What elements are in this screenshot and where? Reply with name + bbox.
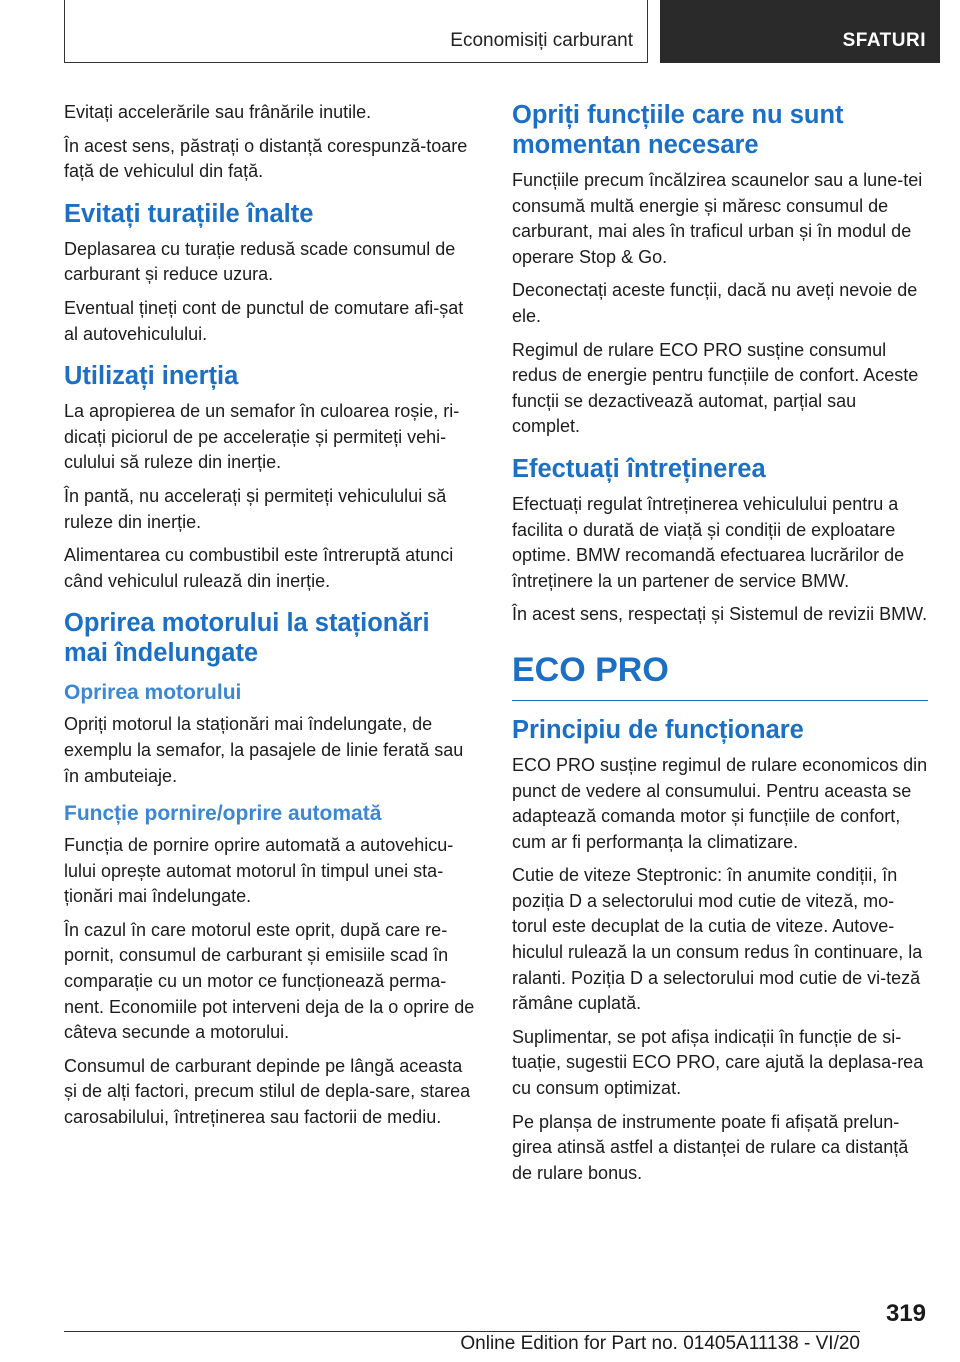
paragraph: Deconectați aceste funcții, dacă nu aveți nevoie de ele. xyxy=(512,280,918,326)
section-heading: Opriți funcțiile care nu sunt momentan necesare xyxy=(512,101,844,159)
section-heading: Oprirea motorului la staționări mai îndelungate xyxy=(64,609,430,668)
paragraph: La apropierea de un semafor în culoarea roșie, ri-dicați piciorul de pe accelerație și permiteți vehi-culului să ruleze din inerție. xyxy=(64,401,460,473)
subsection-heading: Funcție pornire/oprire automată xyxy=(64,802,382,826)
paragraph: În acest sens, respectați și Sistemul de revizii BMW. xyxy=(512,604,928,625)
left-column xyxy=(64,100,480,1139)
paragraph: Efectuați regulat întreținerea vehiculului pentru a facilita o durată de viață și condiții de exploatare optime. BMW recomandă efectuarea lucrărilor de întreținere la un partener de service BMW. xyxy=(512,493,905,591)
paragraph: Eventual țineți cont de punctul de comutare afi-șat al autovehiculului. xyxy=(64,297,464,344)
paragraph: În pantă, nu accelerați și permiteți vehiculului să ruleze din inerție. xyxy=(64,485,447,532)
header-chapter-label: SFATURI xyxy=(842,30,926,51)
subsection-heading: Oprirea motorului xyxy=(64,681,242,705)
paragraph: ECO PRO susține regimul de rulare economicos din punct de vedere al consumului. Pentru aceasta se adaptează comanda motor și funcțiile de confort, cum ar fi performanța la climatizare. xyxy=(512,754,928,852)
chapter-heading: ECO PRO xyxy=(512,650,928,701)
paragraph: Suplimentar, se pot afișa indicații în funcție de si-tuație, sugestii ECO PRO, care ajută la deplasa-rea cu consum optimizat. xyxy=(512,1026,924,1099)
header-chapter-tab xyxy=(660,0,940,63)
paragraph: Funcțiile precum încălzirea scaunelor sau a lune-tei consumă multă energie și măresc consumul de carburant, mai ales în traficul urban și în modul de operare Stop & Go. xyxy=(512,170,923,267)
paragraph: În cazul în care motorul este oprit, după care re-pornit, consumul de carburant și emisiile scad în comparație cu un motor ce funcționează perma-nent. Economiile pot interveni deja de la o oprire de câteva secunde a motorului. xyxy=(64,919,475,1043)
paragraph: Regimul de rulare ECO PRO susține consumul redus de energie pentru funcțiile de confort. Aceste funcții se dezactivează automat, parțial sau complet. xyxy=(512,339,919,437)
paragraph: Funcția de pornire oprire automată a autovehicu-lului oprește automat motorul în timpul unei sta-ționări mai îndelungate. xyxy=(64,835,454,907)
footer-edition: Online Edition for Part no. 01405A11138 - VI/20 xyxy=(460,1333,860,1354)
paragraph: Consumul de carburant depinde pe lângă aceasta și de alți factori, precum stilul de depla-sare, starea carosabilului, întreținerea sau factorii de mediu. xyxy=(64,1055,471,1128)
section-heading: Utilizați inerția xyxy=(64,362,239,391)
section-heading: Principiu de funcționare xyxy=(512,715,804,744)
footer-divider xyxy=(64,1331,860,1332)
paragraph: Evitați accelerările sau frânările inutile. xyxy=(64,102,372,122)
section-heading: Evitați turațiile înalte xyxy=(64,199,314,228)
header-section-box xyxy=(64,0,648,63)
paragraph: Pe planșa de instrumente poate fi afișată prelun-girea atinsă astfel a distanței de rulare ca distanță de rulare bonus. xyxy=(512,1111,909,1183)
page-number: 319 xyxy=(885,1300,926,1327)
paragraph: În acest sens, păstrați o distanță corespunză-toare față de vehiculul din față. xyxy=(64,135,468,182)
paragraph: Opriți motorul la staționări mai îndelungate, de exemplu la semafor, la pasajele de linie ferată sau în ambuteiaje. xyxy=(64,714,464,786)
paragraph: Cutie de viteze Steptronic: în anumite condiții, în poziția D a selectorului mod cutie de viteză, mo-torul este decuplat de la cutia de viteze. Autove-hiculul rulează la un consum redus în continuare, la ralanti. Poziția D a selectorului mod cutie de vi-teză rămâne cuplată. xyxy=(512,865,923,1014)
paragraph: Alimentarea cu combustibil este întreruptă atunci când vehiculul rulează din inerție. xyxy=(64,545,454,591)
paragraph: Deplasarea cu turație redusă scade consumul de carburant și reduce uzura. xyxy=(64,238,456,285)
right-column xyxy=(512,100,928,1194)
section-heading: Efectuați întreținerea xyxy=(512,454,766,483)
header-section-title: Economisiți carburant xyxy=(450,30,633,51)
